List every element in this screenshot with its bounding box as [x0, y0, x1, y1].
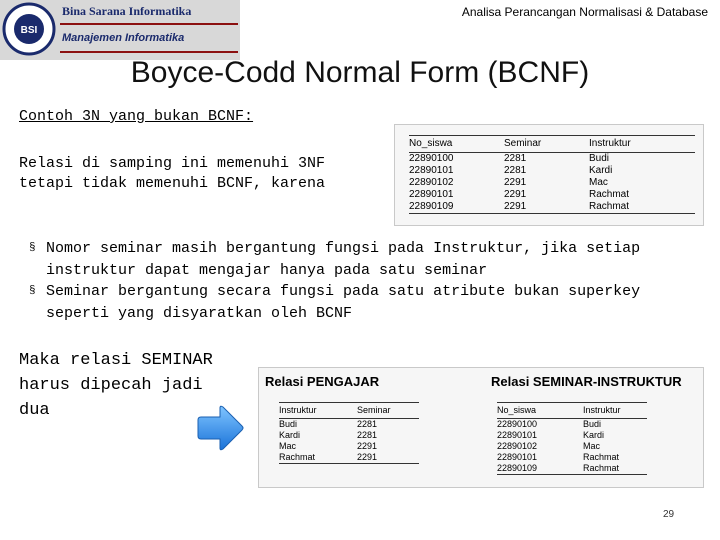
cell: 2281 — [504, 153, 527, 164]
column-header: Seminar — [504, 136, 589, 153]
cell: Kardi — [589, 165, 613, 176]
cell: 22890101 — [409, 165, 454, 176]
logo-banner — [0, 0, 240, 60]
column-header: Seminar — [357, 403, 419, 419]
cell: 22890100 — [497, 419, 538, 429]
decomposition-image — [258, 367, 704, 488]
cell: 22890100 — [409, 153, 454, 164]
example-subtitle: Contoh 3N yang bukan BCNF: — [19, 108, 254, 125]
logo-divider-bottom — [60, 51, 238, 53]
arrow-right-icon — [196, 405, 244, 451]
table-row — [497, 452, 647, 463]
cell: 22890101 — [497, 452, 538, 462]
cell: Mac — [279, 441, 297, 451]
column-header: Instruktur — [589, 136, 695, 153]
cell: 22890102 — [497, 441, 538, 451]
cell: 22890109 — [409, 201, 504, 214]
seminar-table — [409, 135, 695, 214]
table-row — [409, 153, 695, 166]
logo-line-2: Manajemen Informatika — [62, 32, 185, 44]
bullet-marker: § — [29, 242, 36, 254]
cell: Rachmat — [583, 452, 620, 462]
column-header: No_siswa — [409, 136, 504, 153]
pengajar-table — [279, 402, 419, 464]
cell: 22890101 — [497, 430, 538, 440]
column-header: Instruktur — [279, 403, 357, 419]
table-row — [497, 441, 647, 452]
seal-mark: BSI — [20, 25, 38, 36]
bullet-text: Seminar bergantung secara fungsi pada satu atribute bukan superkey seperti yang disyaratkan oleh BCNF — [46, 283, 641, 322]
table-row — [279, 419, 419, 431]
seminar-instruktur-caption: Relasi SEMINAR-INSTRUKTUR — [491, 374, 682, 389]
table-row — [279, 441, 419, 452]
cell: Rachmat — [589, 201, 695, 214]
cell: 22890102 — [409, 177, 454, 188]
cell: 2291 — [357, 441, 378, 451]
table-header-row — [497, 403, 647, 419]
header-title: Analisa Perancangan Normalisasi & Database — [461, 5, 708, 19]
cell: 2281 — [357, 430, 378, 440]
cell: Rachmat — [583, 463, 647, 475]
cell: 22890109 — [497, 463, 583, 475]
logo-line-1: Bina Sarana Informatika — [62, 4, 192, 18]
table-header-row — [409, 136, 695, 153]
cell: Budi — [279, 419, 298, 429]
logo-divider — [60, 23, 238, 25]
cell: Rachmat — [279, 452, 357, 464]
cell: Budi — [589, 153, 610, 164]
bullet-marker: § — [29, 285, 36, 297]
cell: 2291 — [504, 177, 527, 188]
conclusion-text: Maka relasi SEMINAR harus dipecah jadi dua — [19, 351, 213, 420]
cell: 2281 — [504, 165, 527, 176]
pengajar-caption: Relasi PENGAJAR — [265, 374, 380, 389]
cell: Budi — [583, 419, 602, 429]
bullet-item — [19, 238, 679, 281]
cell: Mac — [589, 177, 608, 188]
column-header: No_siswa — [497, 403, 583, 419]
seminar-instruktur-table — [497, 402, 647, 475]
bullet-item — [19, 281, 679, 324]
cell: Rachmat — [589, 189, 630, 200]
table-row — [279, 452, 419, 464]
bullet-list — [19, 238, 679, 324]
column-header: Instruktur — [583, 403, 647, 419]
cell: 2291 — [357, 452, 419, 464]
cell: 2291 — [504, 201, 589, 214]
table-row — [497, 430, 647, 441]
cell: Mac — [583, 441, 601, 451]
table-row — [409, 165, 695, 177]
cell: Kardi — [279, 430, 301, 440]
cell: 2291 — [504, 189, 527, 200]
table-row — [409, 177, 695, 189]
table-row — [497, 463, 647, 475]
bsi-seal-icon — [2, 2, 56, 56]
table-header-row — [279, 403, 419, 419]
bullet-text: Nomor seminar masih bergantung fungsi pada Instruktur, jika setiap instruktur dapat mengajar hanya pada satu seminar — [46, 240, 641, 279]
page-number: 29 — [663, 509, 675, 520]
cell: 2281 — [357, 419, 378, 429]
table-row — [409, 189, 695, 201]
table-row — [279, 430, 419, 441]
intro-paragraph: Relasi di samping ini memenuhi 3NF tetapi tidak memenuhi BCNF, karena — [19, 155, 326, 192]
slide-title: Boyce-Codd Normal Form (BCNF) — [130, 56, 590, 89]
table-row — [409, 201, 695, 214]
seminar-table-image — [394, 124, 704, 226]
cell: 22890101 — [409, 189, 454, 200]
cell: Kardi — [583, 430, 605, 440]
table-row — [497, 419, 647, 431]
